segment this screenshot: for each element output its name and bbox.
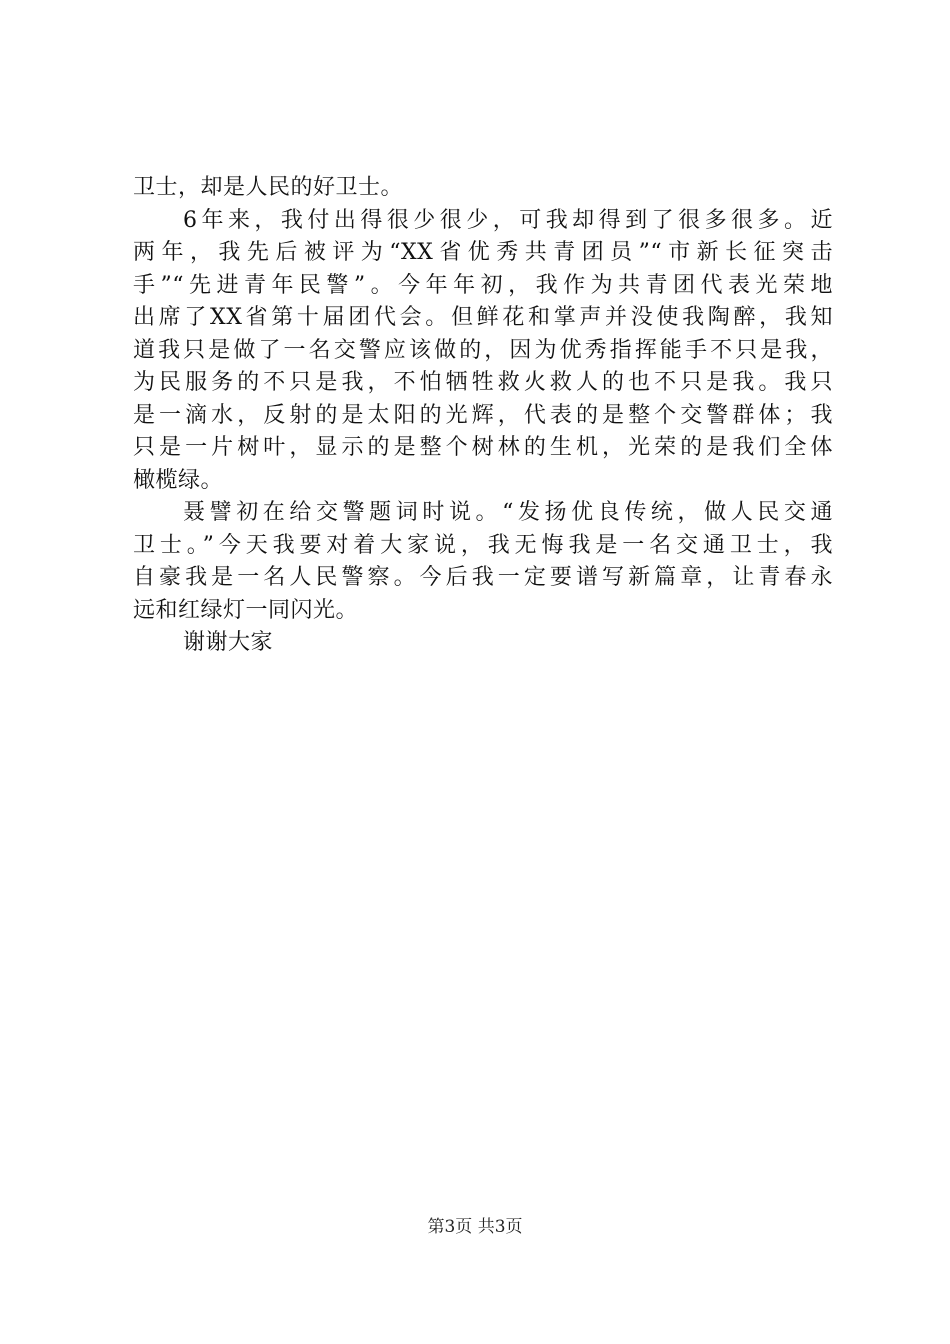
text-line: 只是一片树叶，显示的是整个树林的生机，光荣的是我们全体	[133, 435, 833, 460]
text-line: 橄榄绿。	[133, 467, 224, 493]
text-line: 手”“先进青年民警”。今年年初，我作为共青团代表光荣地	[133, 272, 833, 298]
text-line: 为民服务的不只是我，不怕牺牲救火救人的也不只是我。我只	[133, 370, 833, 395]
closing-line: 谢谢大家	[183, 630, 274, 655]
text-line: 聂譬初在给交警题词时说。“发扬优良传统，做人民交通	[183, 500, 833, 525]
text-line: 自豪我是一名人民警察。今后我一定要谱写新篇章，让青春永	[133, 565, 833, 590]
text-line: 两年，我先后被评为“XX省优秀共青团员”“市新长征突击	[133, 240, 833, 265]
text-line: 出席了XX省第十届团代会。但鲜花和掌声并没使我陶醉，我知	[133, 305, 833, 330]
text-line: 卫士，却是人民的好卫士。	[133, 175, 404, 200]
text-line: 道我只是做了一名交警应该做的，因为优秀指挥能手不只是我，	[133, 337, 833, 363]
body-text	[133, 172, 833, 660]
text-line: 是一滴水，反射的是太阳的光辉，代表的是整个交警群体；我	[133, 402, 833, 428]
text-line: 卫士。”今天我要对着大家说，我无悔我是一名交通卫士，我	[133, 532, 833, 558]
text-line: 6年来，我付出得很少很少，可我却得到了很多很多。近	[183, 207, 833, 233]
text-line: 远和红绿灯一同闪光。	[133, 597, 359, 623]
page-number-footer: 第3页 共3页	[427, 1217, 523, 1237]
